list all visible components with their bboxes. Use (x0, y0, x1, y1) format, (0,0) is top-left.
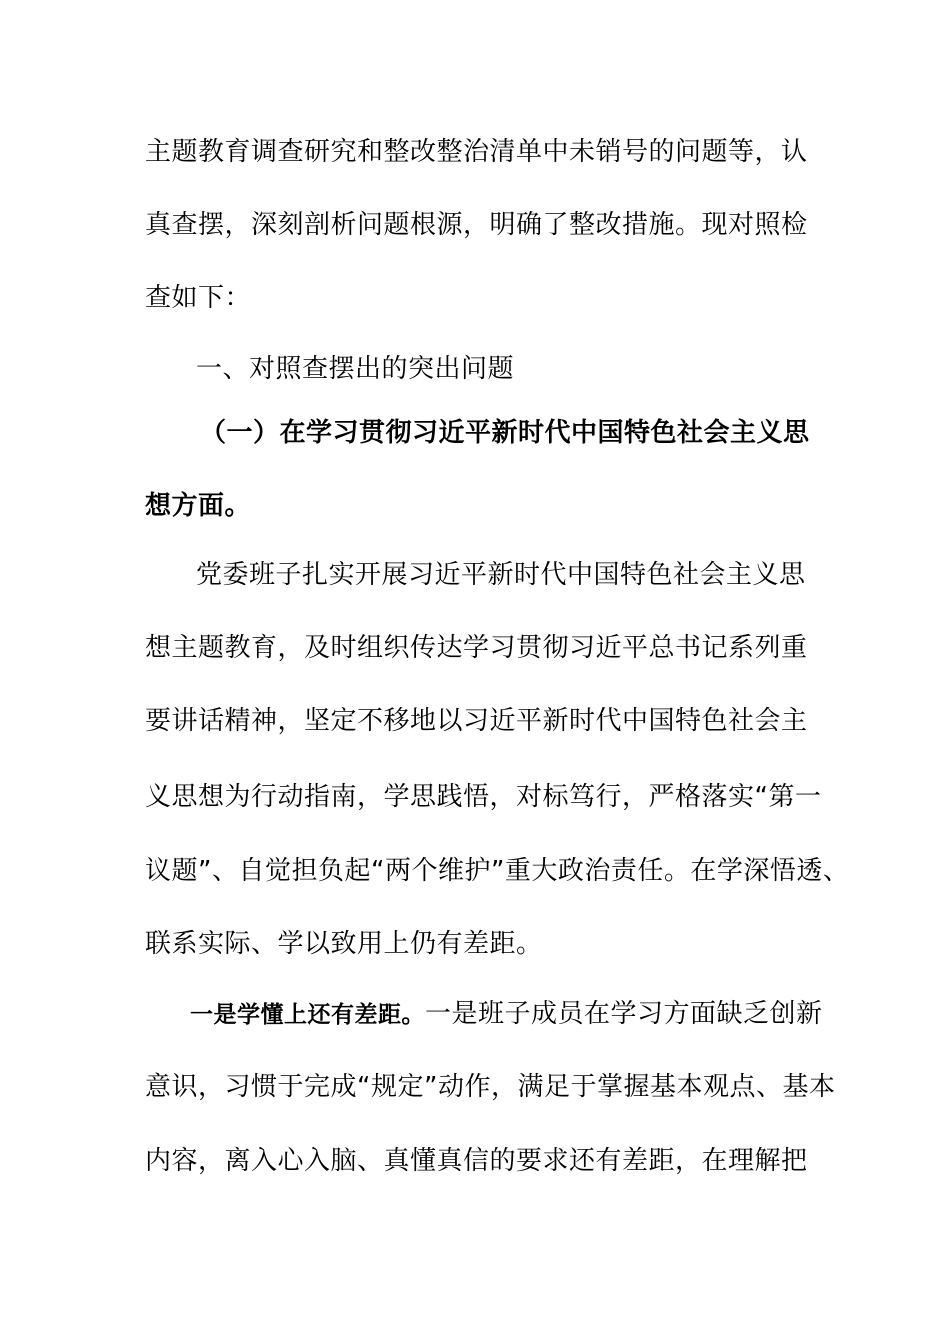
paragraph-line: 议题”、自觉担负起“两个维护”重大政治责任。在学深悟透、 (145, 856, 850, 886)
paragraph-line (190, 996, 823, 1033)
paragraph-line: 真查摆，深刻剖析问题根源，明确了整改措施。现对照检 (145, 210, 808, 240)
subsection-heading-continued: 想方面。 (145, 491, 252, 521)
paragraph-line: 查如下： (145, 283, 252, 313)
subsection-heading: （一）在学习贯彻习近平新时代中国特色社会主义思 (200, 418, 810, 448)
paragraph-line: 主题教育调查研究和整改整治清单中未销号的问题等，认 (145, 137, 808, 167)
lead-phrase: 一是学懂上还有差距。 (190, 1002, 425, 1028)
paragraph-line: 义思想为行动指南，学思践悟，对标笃行，严格落实“第一 (145, 782, 822, 812)
paragraph-text: 一是班子成员在学习方面缺乏创新 (425, 999, 823, 1029)
paragraph-line: 联系实际、学以致用上仍有差距。 (145, 929, 543, 959)
paragraph-line: 要讲话精神，坚定不移地以习近平新时代中国特色社会主 (145, 706, 808, 736)
paragraph-line: 党委班子扎实开展习近平新时代中国特色社会主义思 (196, 560, 806, 590)
section-heading: 一、对照查摆出的突出问题 (196, 354, 515, 384)
paragraph-line: 内容，离入心入脑、真懂真信的要求还有差距，在理解把 (145, 1146, 808, 1176)
paragraph-line: 意识，习惯于完成“规定”动作，满足于掌握基本观点、基本 (145, 1072, 836, 1102)
paragraph-line: 想主题教育，及时组织传达学习贯彻习近平总书记系列重 (145, 633, 808, 663)
